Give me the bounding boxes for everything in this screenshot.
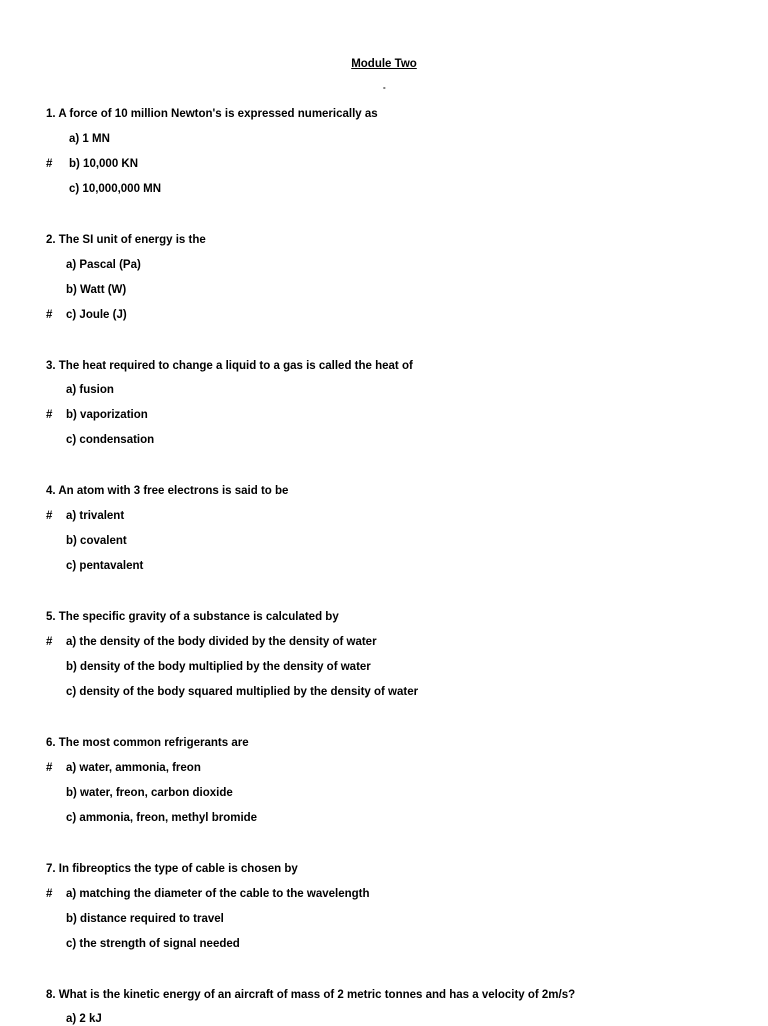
question-5-option-c: c) density of the body squared multiplied by the density of water xyxy=(66,686,419,698)
question-6-option-b: b) water, freon, carbon dioxide xyxy=(66,787,233,799)
question-1-option-b: b) 10,000 KN xyxy=(69,158,139,170)
question-7-text: 7. In fibreoptics the type of cable is chosen by xyxy=(46,863,298,875)
question-7-option-b: b) distance required to travel xyxy=(66,913,224,925)
question-4-option-a: a) trivalent xyxy=(66,510,125,522)
question-8-text: 8. What is the kinetic energy of an aircraft of mass of 2 metric tonnes and has a velocity of 2m/s? xyxy=(46,989,576,1001)
question-5-text: 5. The specific gravity of a substance is calculated by xyxy=(46,611,339,623)
question-3-option-a: a) fusion xyxy=(66,384,114,396)
question-1-answer-marker: # xyxy=(46,158,53,170)
question-2-option-b: b) Watt (W) xyxy=(66,284,127,296)
question-4-text: 4. An atom with 3 free electrons is said to be xyxy=(46,485,289,497)
question-2-text: 2. The SI unit of energy is the xyxy=(46,234,206,246)
question-6-answer-marker: # xyxy=(46,762,53,774)
question-2-option-a: a) Pascal (Pa) xyxy=(66,259,141,271)
question-6-text: 6. The most common refrigerants are xyxy=(46,737,249,749)
question-8-option-a: a) 2 kJ xyxy=(66,1013,102,1025)
question-5-answer-marker: # xyxy=(46,636,53,648)
page-title: Module Two xyxy=(351,58,417,70)
question-4-answer-marker: # xyxy=(46,510,53,522)
question-6-option-a: a) water, ammonia, freon xyxy=(66,762,201,774)
title-dash: - xyxy=(383,83,386,92)
question-7-option-c: c) the strength of signal needed xyxy=(66,938,240,950)
question-3-option-c: c) condensation xyxy=(66,434,155,446)
question-1-option-a: a) 1 MN xyxy=(69,133,110,145)
question-1-option-c: c) 10,000,000 MN xyxy=(69,183,162,195)
question-5-option-a: a) the density of the body divided by the density of water xyxy=(66,636,377,648)
question-3-text: 3. The heat required to change a liquid to a gas is called the heat of xyxy=(46,360,413,372)
question-5-option-b: b) density of the body multiplied by the density of water xyxy=(66,661,371,673)
question-6-option-c: c) ammonia, freon, methyl bromide xyxy=(66,812,258,824)
question-1-text: 1. A force of 10 million Newton's is expressed numerically as xyxy=(46,108,378,120)
question-7-option-a: a) matching the diameter of the cable to the wavelength xyxy=(66,888,370,900)
question-4-option-c: c) pentavalent xyxy=(66,560,144,572)
question-2-answer-marker: # xyxy=(46,309,53,321)
question-2-option-c: c) Joule (J) xyxy=(66,309,127,321)
question-7-answer-marker: # xyxy=(46,888,53,900)
question-3-answer-marker: # xyxy=(46,409,53,421)
question-4-option-b: b) covalent xyxy=(66,535,127,547)
question-3-option-b: b) vaporization xyxy=(66,409,148,421)
